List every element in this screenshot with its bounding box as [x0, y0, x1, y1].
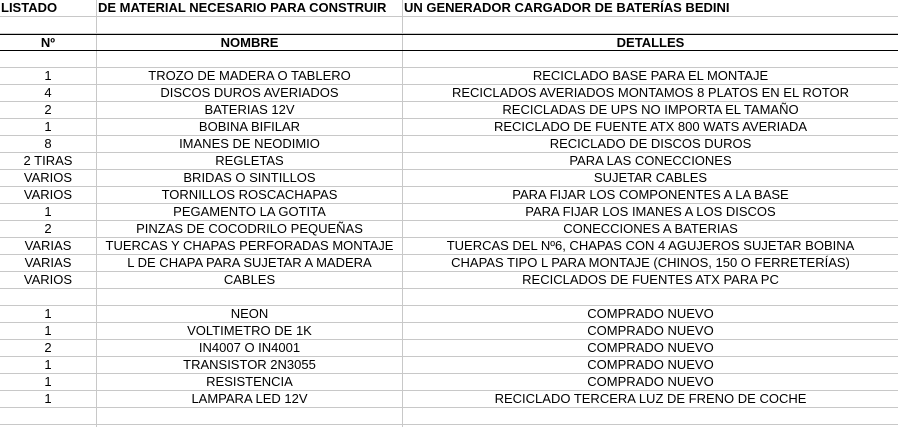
cell-details[interactable]: COMPRADO NUEVO: [587, 306, 714, 321]
cell-qty[interactable]: VARIOS: [23, 170, 73, 185]
cell-qty[interactable]: [0, 51, 96, 67]
table-row: [0, 374, 898, 391]
cell-name[interactable]: [97, 408, 402, 424]
table-row: [0, 102, 898, 119]
cell-name[interactable]: IN4007 O IN4001: [198, 340, 301, 355]
table-row: [0, 272, 898, 289]
cell-name[interactable]: IMANES DE NEODIMIO: [179, 136, 320, 151]
cell-name[interactable]: VOLTIMETRO DE 1K: [187, 323, 312, 338]
table-row: [0, 119, 898, 136]
cell-details[interactable]: RECICLADAS DE UPS NO IMPORTA EL TAMAÑO: [502, 102, 799, 117]
cell-qty[interactable]: VARIOS: [23, 272, 73, 287]
header-details[interactable]: DETALLES: [616, 35, 685, 50]
cell-qty[interactable]: 2 TIRAS: [23, 153, 73, 168]
cell-details[interactable]: COMPRADO NUEVO: [587, 323, 714, 338]
table-row: [0, 357, 898, 374]
table-row: [0, 391, 898, 408]
cell-qty[interactable]: 1: [44, 357, 52, 372]
cell-name[interactable]: L DE CHAPA PARA SUJETAR A MADERA: [127, 255, 372, 270]
cell-details[interactable]: COMPRADO NUEVO: [587, 357, 714, 372]
title-row: [0, 0, 898, 17]
cell-details[interactable]: SUJETAR CABLES: [593, 170, 708, 185]
spacer-row: [0, 17, 898, 34]
cell-name[interactable]: TRANSISTOR 2N3055: [183, 357, 316, 372]
cell-name[interactable]: BATERIAS 12V: [204, 102, 295, 117]
cell-details[interactable]: PARA FIJAR LOS COMPONENTES A LA BASE: [512, 187, 789, 202]
table-row: [0, 323, 898, 340]
cell-qty[interactable]: VARIAS: [24, 238, 72, 253]
cell-name[interactable]: CABLES: [223, 272, 276, 287]
cell-details[interactable]: PARA FIJAR LOS IMANES A LOS DISCOS: [525, 204, 776, 219]
cell-name[interactable]: DISCOS DUROS AVERIADOS: [160, 85, 339, 100]
header-qty[interactable]: Nº: [40, 35, 56, 50]
cell-qty[interactable]: 2: [44, 340, 52, 355]
table-row: [0, 221, 898, 238]
cell-details[interactable]: RECICLADO TERCERA LUZ DE FRENO DE COCHE: [494, 391, 807, 406]
cell-details[interactable]: RECICLADOS DE FUENTES ATX PARA PC: [522, 272, 779, 287]
table-row: [0, 68, 898, 85]
table-row: [0, 187, 898, 204]
cell-name[interactable]: RESISTENCIA: [206, 374, 293, 389]
cell-qty[interactable]: VARIOS: [23, 187, 73, 202]
cell-details[interactable]: COMPRADO NUEVO: [587, 374, 714, 389]
cell-name[interactable]: BRIDAS O SINTILLOS: [183, 170, 316, 185]
cell-qty[interactable]: 8: [44, 136, 52, 151]
cell-qty[interactable]: 2: [44, 102, 52, 117]
table-row: [0, 204, 898, 221]
cell-qty[interactable]: [0, 289, 96, 305]
cell-qty[interactable]: 4: [44, 85, 52, 100]
cell-details[interactable]: CHAPAS TIPO L PARA MONTAJE (CHINOS, 150 O FERRETERÍAS): [451, 255, 850, 270]
table-row: [0, 153, 898, 170]
cell-details[interactable]: PARA LAS CONECCIONES: [569, 153, 732, 168]
cell-qty[interactable]: VARIAS: [24, 255, 72, 270]
table-row: [0, 238, 898, 255]
cell-qty[interactable]: 1: [44, 306, 52, 321]
cell-qty[interactable]: 1: [44, 374, 52, 389]
header-row: [0, 34, 898, 51]
table-row: [0, 408, 898, 425]
cell-name[interactable]: TORNILLOS ROSCACHAPAS: [161, 187, 338, 202]
cell-name[interactable]: PEGAMENTO LA GOTITA: [173, 204, 326, 219]
cell-name[interactable]: BOBINA BIFILAR: [198, 119, 301, 134]
table-row: [0, 340, 898, 357]
cell-details[interactable]: [403, 51, 898, 67]
title-cell-2[interactable]: DE MATERIAL NECESARIO PARA CONSTRUIR: [98, 0, 387, 15]
cell-details[interactable]: RECICLADO DE FUENTE ATX 800 WATS AVERIADA: [493, 119, 808, 134]
cell-name[interactable]: TUERCAS Y CHAPAS PERFORADAS MONTAJE: [105, 238, 394, 253]
cell-details[interactable]: RECICLADOS AVERIADOS MONTAMOS 8 PLATOS EN EL ROTOR: [451, 85, 850, 100]
cell-qty[interactable]: 1: [44, 323, 52, 338]
title-cell-3[interactable]: UN GENERADOR CARGADOR DE BATERÍAS BEDINI: [404, 0, 730, 15]
cell-qty[interactable]: [0, 408, 96, 424]
header-name[interactable]: NOMBRE: [220, 35, 279, 50]
cell-details[interactable]: RECICLADO DE DISCOS DUROS: [549, 136, 752, 151]
cell-details[interactable]: RECICLADO BASE PARA EL MONTAJE: [532, 68, 769, 83]
cell-name[interactable]: TROZO DE MADERA O TABLERO: [148, 68, 351, 83]
cell-details[interactable]: [403, 408, 898, 424]
cell-qty[interactable]: 1: [44, 391, 52, 406]
cell-name[interactable]: [97, 289, 402, 305]
cell-details[interactable]: [403, 289, 898, 305]
table-row: [0, 136, 898, 153]
cell-qty[interactable]: 1: [44, 204, 52, 219]
table-row: [0, 306, 898, 323]
cell-qty[interactable]: 2: [44, 221, 52, 236]
cell-name[interactable]: LAMPARA LED 12V: [191, 391, 308, 406]
cell-name[interactable]: PINZAS DE COCODRILO PEQUEÑAS: [136, 221, 363, 236]
cell-details[interactable]: COMPRADO NUEVO: [587, 340, 714, 355]
table-row: [0, 51, 898, 68]
cell-qty[interactable]: 1: [44, 119, 52, 134]
cell-name[interactable]: REGLETAS: [215, 153, 284, 168]
cell-name[interactable]: [97, 51, 402, 67]
table-row: [0, 170, 898, 187]
cell-name[interactable]: NEON: [230, 306, 269, 321]
table-row: [0, 85, 898, 102]
table-row: [0, 289, 898, 306]
cell-details[interactable]: CONECCIONES A BATERIAS: [563, 221, 738, 236]
title-cell-1[interactable]: LISTADO: [1, 0, 58, 15]
cell-qty[interactable]: 1: [44, 68, 52, 83]
cell-details[interactable]: TUERCAS DEL Nº6, CHAPAS CON 4 AGUJEROS SUJETAR BOBINA: [446, 238, 855, 253]
table-row: [0, 255, 898, 272]
